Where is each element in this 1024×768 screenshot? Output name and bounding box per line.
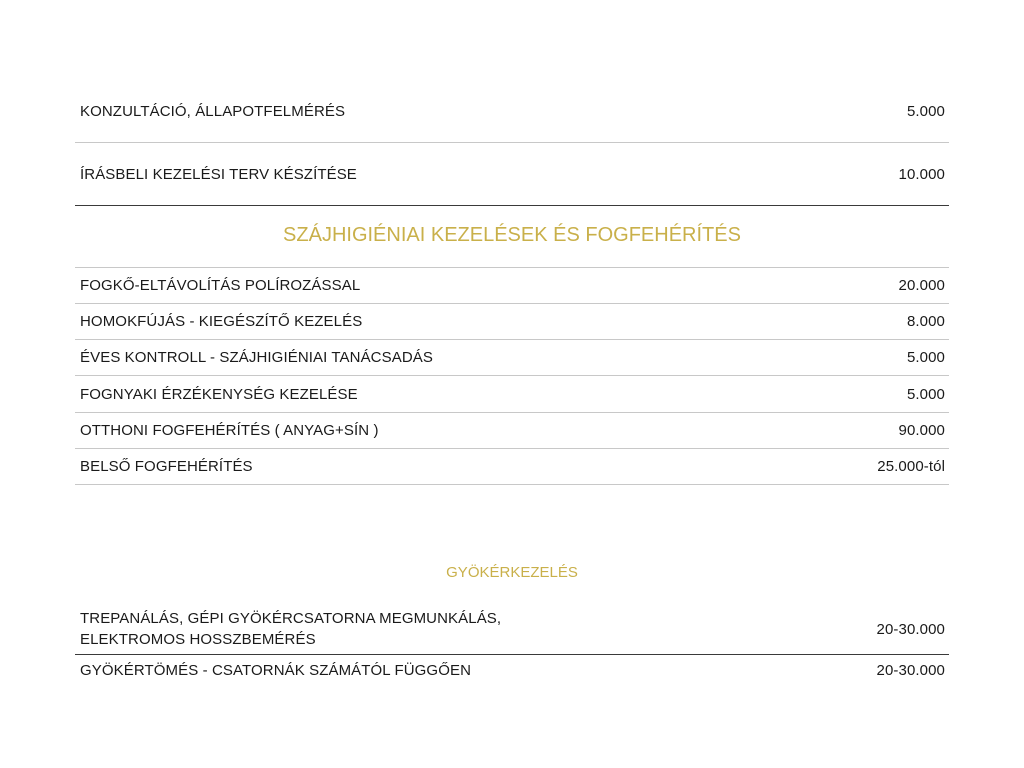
section-title: GYÖKÉRKEZELÉS [446, 564, 578, 581]
service-name: ÉVES KONTROLL - SZÁJHIGIÉNIAI TANÁCSADÁS [80, 349, 433, 366]
service-price: 8.000 [906, 313, 945, 330]
section-title: SZÁJHIGIÉNIAI KEZELÉSEK ÉS FOGFEHÉRÍTÉS [283, 224, 741, 246]
service-price: 20-30.000 [876, 620, 945, 638]
price-row [75, 304, 949, 339]
price-row [75, 604, 949, 654]
service-name: BELSŐ FOGFEHÉRÍTÉS [80, 458, 253, 475]
price-row [75, 376, 949, 412]
service-price: 20.000 [898, 277, 945, 294]
price-row [75, 268, 949, 303]
service-name: HOMOKFÚJÁS - KIEGÉSZÍTŐ KEZELÉS [80, 313, 363, 330]
service-price: 25.000-tól [877, 458, 945, 475]
service-name-line: ELEKTROMOS HOSSZBEMÉRÉS [80, 631, 316, 648]
divider [75, 484, 949, 485]
divider [75, 142, 949, 143]
service-name: KONZULTÁCIÓ, ÁLLAPOTFELMÉRÉS [80, 102, 346, 120]
service-price: 5.000 [906, 385, 945, 403]
service-name [80, 608, 501, 650]
price-row [75, 449, 949, 484]
service-name: FOGKŐ-ELTÁVOLÍTÁS POLÍROZÁSSAL [80, 277, 361, 294]
service-price: 5.000 [906, 349, 945, 366]
service-name-line: TREPANÁLÁS, GÉPI GYÖKÉRCSATORNA MEGMUNKÁLÁS, [80, 610, 502, 627]
price-row [75, 655, 949, 685]
service-name: ÍRÁSBELI KEZELÉSI TERV KÉSZÍTÉSE [80, 165, 357, 183]
divider [75, 205, 949, 206]
service-name: OTTHONI FOGFEHÉRÍTÉS ( ANYAG+SÍN ) [80, 422, 379, 439]
service-price: 5.000 [906, 102, 945, 120]
service-price: 10.000 [898, 165, 945, 183]
service-name: FOGNYAKI ÉRZÉKENYSÉG KEZELÉSE [80, 385, 358, 403]
service-price: 90.000 [898, 422, 945, 439]
price-row [75, 96, 949, 126]
price-row [75, 340, 949, 375]
price-row [75, 159, 949, 189]
service-name: GYÖKÉRTÖMÉS - CSATORNÁK SZÁMÁTÓL FÜGGŐEN [80, 661, 471, 679]
price-row [75, 413, 949, 448]
service-price: 20-30.000 [876, 661, 945, 679]
